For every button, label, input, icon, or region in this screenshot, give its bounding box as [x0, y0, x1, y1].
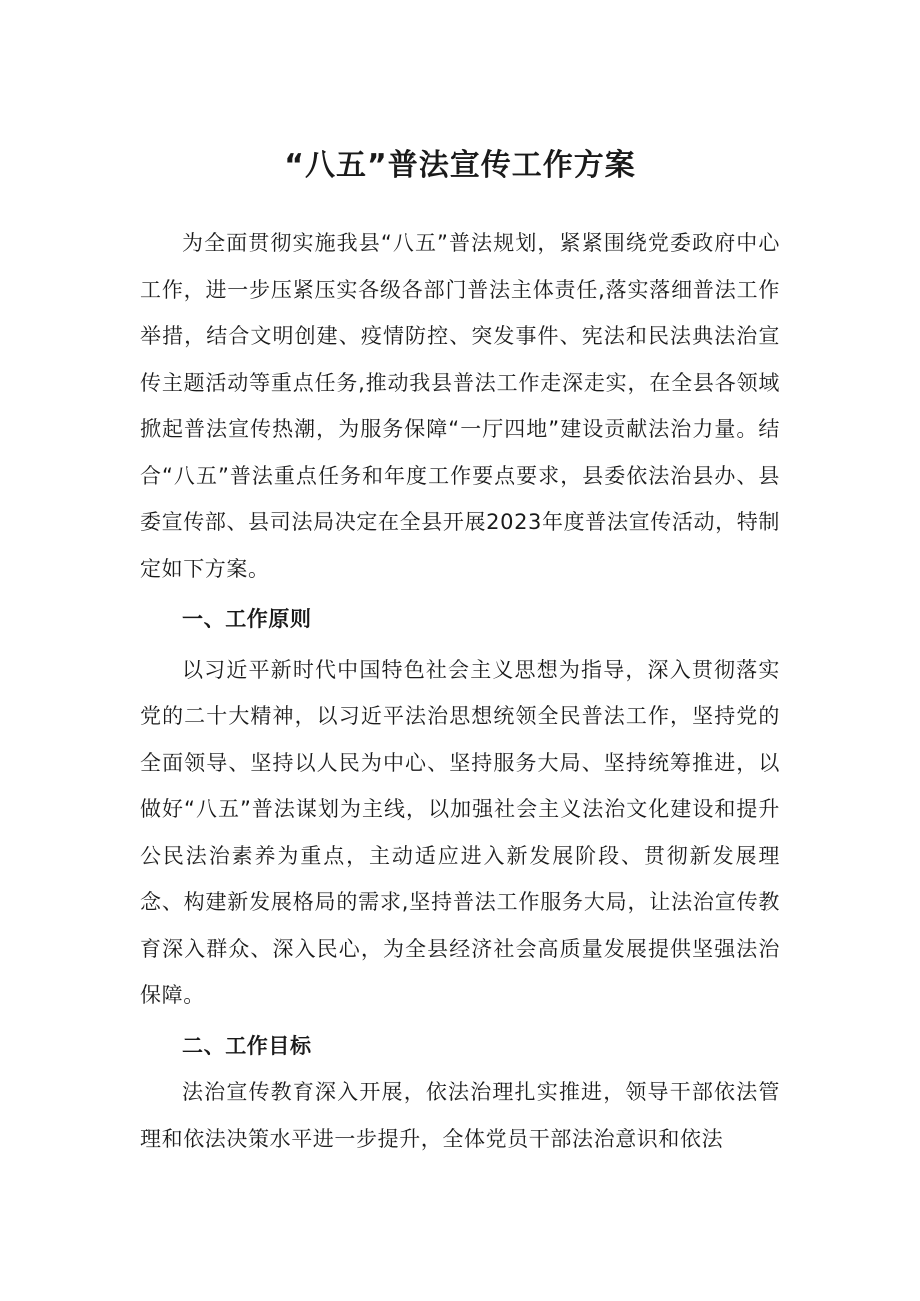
document-body — [140, 220, 780, 1162]
goals-paragraph: 法治宣传教育深入开展，依法治理扎实推进，领导干部依法管理和依法决策水平进一步提升，全体党员干部法治意识和依法 — [140, 1080, 780, 1151]
document-title: “八五”普法宣传工作方案 — [284, 148, 636, 183]
section-heading-principles: 一、工作原则 — [182, 607, 312, 631]
principles-paragraph: 以习近平新时代中国特色社会主义思想为指导，深入贯彻落实党的二十大精神，以习近平法治思想统领全民普法工作，坚持党的全面领导、坚持以人民为中心、坚持服务大局、坚持统筹推进，以做好“八五”普法谋划为主线，以加强社会主义法治文化建设和提升公民法治素养为重点，主动适应进入新发展阶段、贯彻新发展理念、构建新发展格局的需求,坚持普法工作服务大局，让法治宣传教育深入群众、深入民心，为全县经济社会高质量发展提供坚强法治保障。 — [140, 657, 780, 1007]
intro-paragraph: 为全面贯彻实施我县“八五”普法规划，紧紧围绕党委政府中心工作，进一步压紧压实各级各部门普法主体责任,落实落细普法工作举措，结合文明创建、疫情防控、突发事件、宪法和民法典法治宣传主题活动等重点任务,推动我县普法工作走深走实，在全县各领域掀起普法宣传热潮，为服务保障“一厅四地”建设贡献法治力量。结合“八五”普法重点任务和年度工作要点要求，县委依法治县办、县委宣传部、县司法局决定在全县开展2023年度普法宣传活动，特制定如下方案。 — [140, 231, 780, 581]
section-heading-goals: 二、工作目标 — [182, 1033, 312, 1058]
